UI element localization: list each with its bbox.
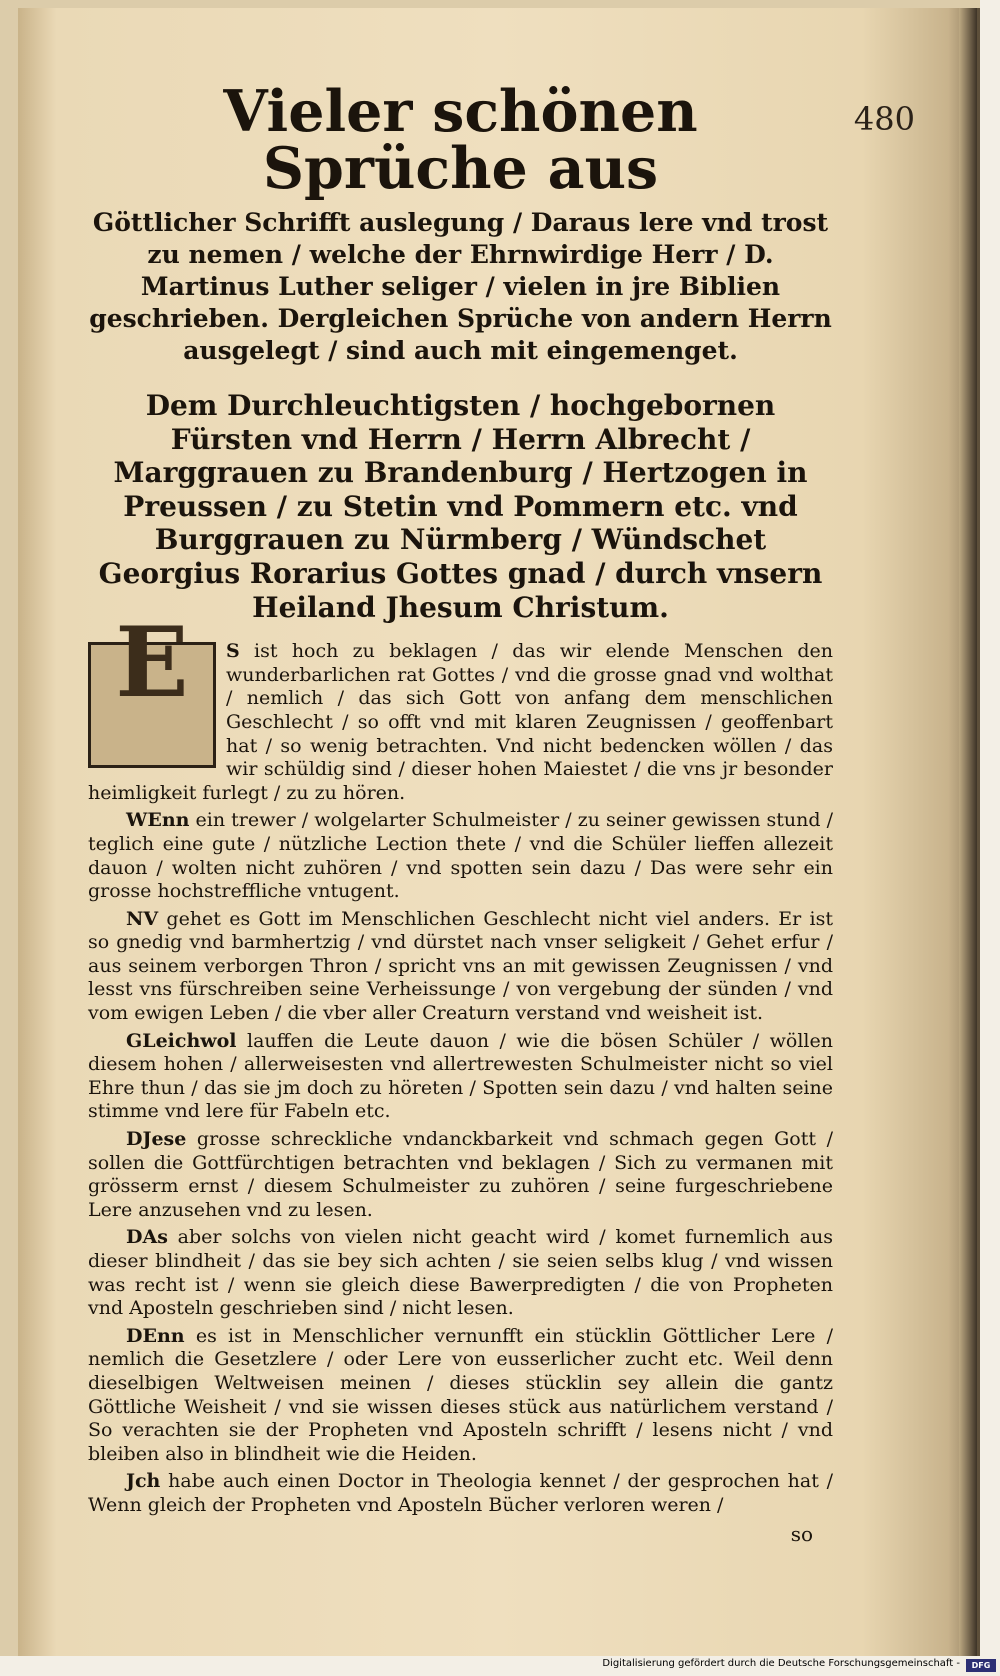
footer-credit: Digitalisierung gefördert durch die Deutsche Forschungsgemeinschaft - xyxy=(602,1658,960,1669)
catchword: so xyxy=(790,1521,813,1546)
page-edge xyxy=(959,8,977,1656)
decorated-initial: E xyxy=(88,642,216,768)
paragraph-6: DAs aber solchs von vielen nicht geacht wird / komet furnemlich aus dieser blindheit / das sie bey sich achten / sie seien selbs klug / vnd wissen was recht ist / wenn sie gleich diese Bawerpredigten / die von Propheten vnd Aposteln geschrieben sind / nicht lesen. xyxy=(88,1226,833,1320)
page-text xyxy=(88,63,833,1546)
paragraph-2: WEnn ein trewer / wolgelarter Schulmeister / zu seiner gewissen stund / teglich eine gute / nützliche Lection thete / vnd die Schüler lieffen allezeit dauon / wolten nicht zuhören / vnd spotten sein dazu / Das were sehr ein grosse hochstreffliche vntugent. xyxy=(88,809,834,903)
paragraph-1: E S ist hoch zu beklagen / das wir elende Menschen den wunderbarlichen rat Gottes / vnd die grosse gnad vnd wolthat / nemlich / das sich Gott von anfang dem menschlichen Geschlecht / so offt vnd mit klaren Zeugnissen / geoffenbart hat / so wenig betrachten. Vnd nicht bedencken wöllen / das wir schüldig sind / dieser hohen Maiestet / die vns jr besonder heimligkeit furlegt / zu zu hören. xyxy=(88,606,833,804)
dfg-logo: DFG xyxy=(966,1659,996,1672)
dedication: Dem Durchleuchtigsten / hochgebornen Fürsten vnd Herrn / Herrn Albrecht / Marggrauen zu Brandenburg / Hertzogen in Preussen / zu Stetin vnd Pommern etc. vnd Burggrauen zu Nürmberg / Wündschet Georgius Rorarius Gottes gnad / durch vnsern Heiland Jhesum Christum. xyxy=(98,389,823,624)
paragraph-3: NV gehet es Gott im Menschlichen Geschlecht nicht viel anders. Er ist so gnedig vnd barmhertzig / vnd dürstet nach vnser seligkeit / Gehet erfur / aus seinem verborgen Thron / spricht vns an mit gewissen Zeugnissen / vnd lesst vns fürschreiben seine Verheissunge / von vergebung der sünden / vnd vom ewigen Leben / die vber aller Creaturn verstand vnd weisheit ist. xyxy=(88,907,833,1025)
paragraph-4: GLeichwol lauffen die Leute dauon / wie die bösen Schüler / wöllen diesem hohen / allerweisesten vnd allertrewesten Schulmeister nicht so viel Ehre thun / das sie jm doch zu höreten / Spotten sein dazu / vnd halten seine stimme vnd lere für Fabeln etc. xyxy=(88,1029,833,1123)
book-page xyxy=(18,8,980,1656)
page-title: Vieler schönen Sprüche aus xyxy=(223,78,698,202)
paragraph-5: DJese grosse schreckliche vndanckbarkeit vnd schmach gegen Gott / sollen die Gottfürchtigen betrachten vnd beklagen / Sich zu vermanen mit grösserm ernst / diesem Schulmeister zu zuhören / seine furgeschriebene Lere anzusehen vnd zu lesen. xyxy=(88,1128,833,1221)
paragraph-8: Jch habe auch einen Doctor in Theologia kennet / der gesprochen hat / Wenn gleich der Propheten vnd Aposteln Bücher verloren weren / xyxy=(88,1470,833,1516)
paragraph-7: DEnn es ist in Menschlicher vernunfft ein stücklin Göttlicher Lere / nemlich die Gesetzlere / oder Lere von eusserlicher zucht etc. Weil denn dieselbigen Weltweisen meinen / dieses stücklin sey allein die gantz Göttliche Weisheit / vnd sie wissen dieses stück aus natürlichem verstand / So verachten sie der Propheten vnd Aposteln schrifft / lesens nicht / vnd bleiben also in blindheit wie die Heiden. xyxy=(88,1324,833,1465)
folio-number: 480 xyxy=(853,100,915,138)
digitization-footer xyxy=(0,1656,1000,1676)
subtitle: Göttlicher Schrifft auslegung / Daraus lere vnd trost zu nemen / welche der Ehrnwirdige Herr / D. Martinus Luther seliger / vielen in jre Biblien geschrieben. Dergleichen Sprüche von andern Herrn ausgelegt / sind auch mit eingemenget. xyxy=(89,208,832,365)
